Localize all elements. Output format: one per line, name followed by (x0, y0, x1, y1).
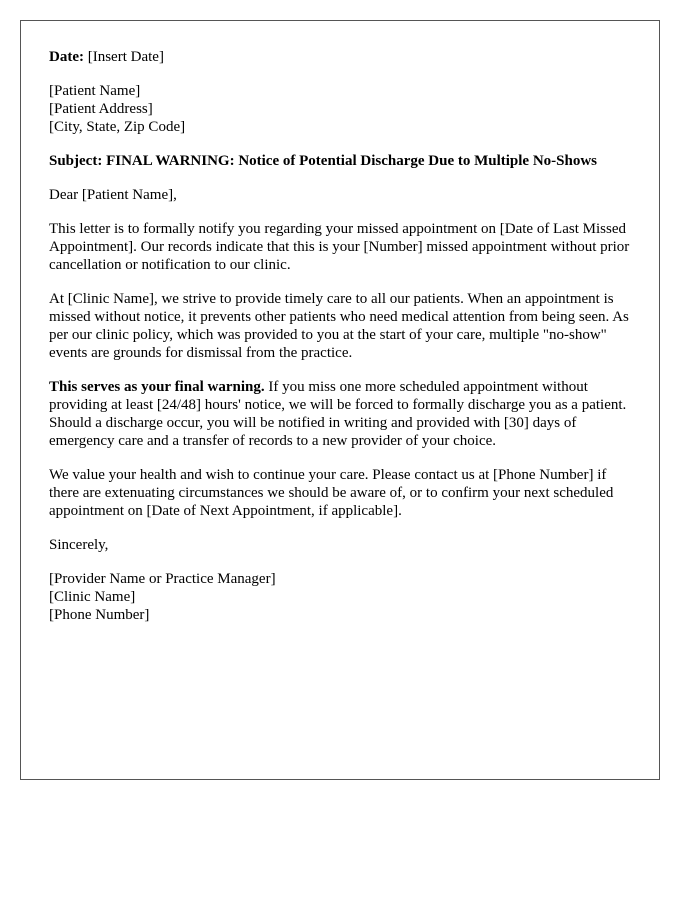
closing: Sincerely, (49, 537, 109, 553)
signature-block (49, 570, 631, 624)
date-label: Date: (49, 49, 84, 65)
signature-clinic: [Clinic Name] (49, 589, 136, 605)
paragraph-contact: We value your health and wish to continue your care. Please contact us at [Phone Number] if there are extenuating circumstances we should be aware of, or to confirm your next scheduled appointment on [Date of Next Appointment, if applicable]. (49, 467, 614, 519)
paragraph-missed-appointment: This letter is to formally notify you regarding your missed appointment on [Date of Last Missed Appointment]. Our records indicate that this is your [Number] missed appointment without prior cancellation or notification to our clinic. (49, 221, 630, 273)
date-line (49, 48, 631, 66)
letter-page (20, 20, 660, 780)
paragraph-clinic-policy: At [Clinic Name], we strive to provide timely care to all our patients. When an appointment is missed without notice, it prevents other patients who need medical attention from being seen. As per our clinic policy, which was provided to you at the start of your care, multiple "no-show" events are grounds for dismissal from the practice. (49, 291, 629, 361)
recipient-block (49, 82, 631, 136)
final-warning-emphasis: This serves as your final warning. (49, 379, 265, 395)
signature-phone: [Phone Number] (49, 607, 150, 623)
date-value: [Insert Date] (87, 49, 164, 65)
subject-line: Subject: FINAL WARNING: Notice of Potential Discharge Due to Multiple No-Shows (49, 153, 598, 169)
signature-name: [Provider Name or Practice Manager] (49, 571, 276, 587)
final-warning-details: If you miss one more scheduled appointment without providing at least [24/48] hours' notice, we will be forced to formally discharge you as a patient. Should a discharge occur, you will be notified in writing and provided with [30] days of emergency care and a transfer of records to a new provider of your choice. (49, 379, 627, 449)
salutation: Dear [Patient Name], (49, 187, 177, 203)
recipient-address: [Patient Address] (49, 101, 153, 117)
paragraph-final-warning (49, 378, 631, 450)
recipient-name: [Patient Name] (49, 83, 141, 99)
recipient-city-state-zip: [City, State, Zip Code] (49, 119, 186, 135)
